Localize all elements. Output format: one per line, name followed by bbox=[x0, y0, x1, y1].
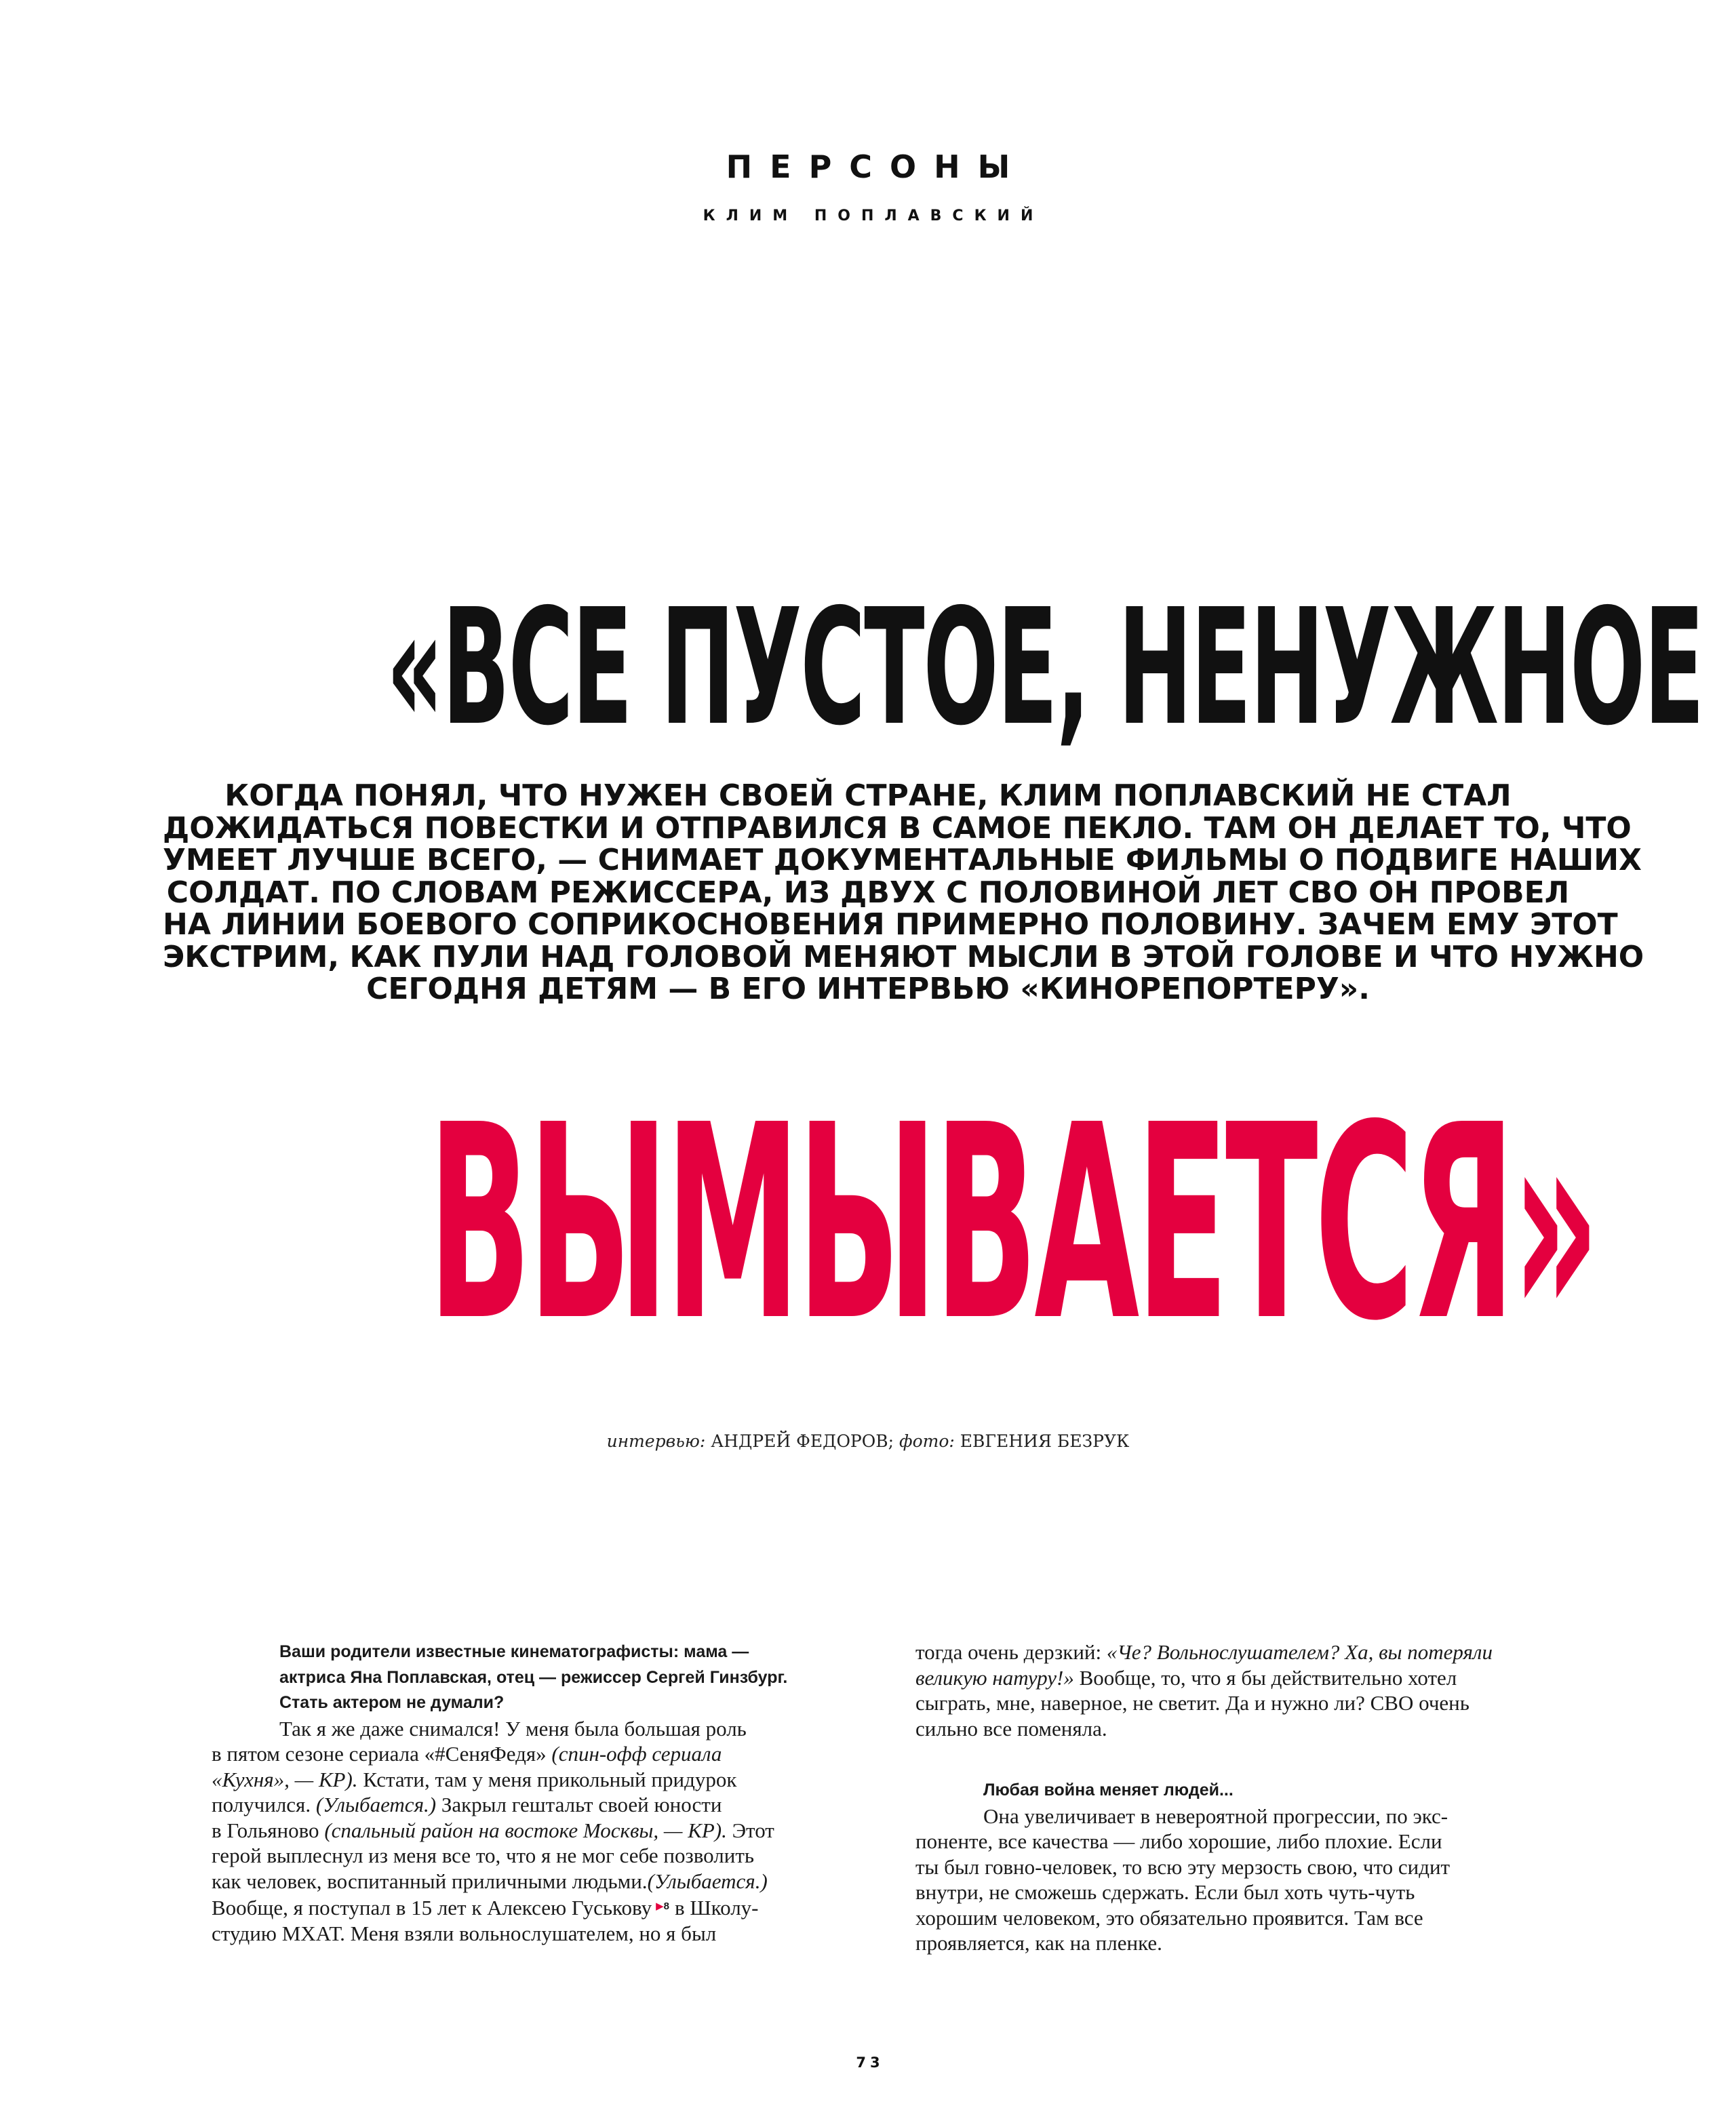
answer-line: получился. (Улыбается.) Закрыл гештальт своей юности bbox=[212, 1793, 722, 1816]
question-line: Стать актером не думали? bbox=[279, 1693, 505, 1712]
body-column-left bbox=[212, 1639, 817, 1946]
question-line: актриса Яна Поплавская, отец — режиссер Сергей Гинзбург. bbox=[279, 1667, 788, 1687]
lede bbox=[163, 778, 1644, 1006]
lede-line: СОЛДАТ. ПО СЛОВАМ РЕЖИССЕРА, ИЗ ДВУХ С ПОЛОВИНОЙ ЛЕТ СВО ОН ПРОВЕЛ bbox=[166, 875, 1570, 910]
answer-line: проявляется, как на пленке. bbox=[915, 1931, 1162, 1955]
answer-line: «Кухня», — КР). Кстати, там у меня прикольный придурок bbox=[212, 1767, 737, 1791]
lede-line: УМЕЕТ ЛУЧШЕ ВСЕГО, — СНИМАЕТ ДОКУМЕНТАЛЬНЫЕ ФИЛЬМЫ О ПОДВИГЕ НАШИХ bbox=[163, 843, 1642, 877]
lede-line: ДОЖИДАТЬСЯ ПОВЕСТКИ И ОТПРАВИЛСЯ В САМОЕ ПЕКЛО. ТАМ ОН ДЕЛАЕТ ТО, ЧТО bbox=[163, 810, 1632, 846]
paragraph-gap bbox=[915, 1741, 1521, 1778]
subject-label: КЛИМ ПОПЛАВСКИЙ bbox=[703, 207, 1044, 224]
answer-line: хорошим человеком, это обязательно проявится. Там все bbox=[915, 1905, 1423, 1930]
answer-line: Так я же даже снимался! У меня была большая роль bbox=[279, 1716, 747, 1741]
cross-reference-marker: ▶8 bbox=[656, 1901, 669, 1912]
answer-line: Она увеличивает в невероятной прогрессии, по экс- bbox=[983, 1804, 1448, 1828]
answer-line: сильно все поменяла. bbox=[915, 1716, 1107, 1741]
headline-line-2: ВЫМЫВАЕТСЯ» bbox=[428, 1068, 1596, 1380]
interview-label: интервью: bbox=[606, 1431, 706, 1451]
interview-name: АНДРЕЙ ФЕДОРОВ; bbox=[711, 1431, 894, 1451]
answer-line: в Гольяново (спальный район на востоке Москвы, — КР). Этот bbox=[212, 1818, 774, 1842]
credits bbox=[0, 1431, 1736, 1452]
photo-label: фото: bbox=[899, 1431, 955, 1451]
answer-line: как человек, воспитанный приличными людьми.(Улыбается.) bbox=[212, 1869, 768, 1893]
lede-line: НА ЛИНИИ БОЕВОГО СОПРИКОСНОВЕНИЯ ПРИМЕРНО ПОЛОВИНУ. ЗАЧЕМ ЕМУ ЭТОТ bbox=[163, 907, 1618, 942]
answer-line: внутри, не сможешь сдержать. Если был хоть чуть-чуть bbox=[915, 1880, 1415, 1904]
answer-line: поненте, все качества — либо хорошие, либо плохие. Если bbox=[915, 1829, 1442, 1853]
photo-name: ЕВГЕНИЯ БЕЗРУК bbox=[960, 1431, 1130, 1451]
lede-line: СЕГОДНЯ ДЕТЯМ — В ЕГО ИНТЕРВЬЮ «КИНОРЕПОРТЕРУ». bbox=[366, 972, 1370, 1006]
answer-line: в пятом сезоне сериала «#СеняФедя» (спин-офф сериала bbox=[212, 1742, 722, 1766]
section-label: ПЕРСОНЫ bbox=[726, 148, 1028, 185]
question-line: Ваши родители известные кинематографисты: мама — bbox=[279, 1642, 749, 1661]
page-number: 73 bbox=[856, 2054, 884, 2071]
answer-line: великую натуру!» Вообще, то, что я бы действительно хотел bbox=[915, 1665, 1457, 1690]
answer-line: герой выплеснул из меня все то, что я не мог себе позволить bbox=[212, 1844, 755, 1867]
answer-line: ты был говно-человек, то всю эту мерзость свою, что сидит bbox=[915, 1854, 1451, 1879]
lede-line: ЭКСТРИМ, КАК ПУЛИ НАД ГОЛОВОЙ МЕНЯЮТ МЫСЛИ В ЭТОЙ ГОЛОВЕ И ЧТО НУЖНО bbox=[163, 939, 1644, 974]
answer-line: студию МХАТ. Меня взяли вольнослушателем, но я был bbox=[212, 1921, 717, 1945]
answer-line: Вообще, я поступал в 15 лет к Алексею Гуськову ▶8 в Школу- bbox=[212, 1894, 817, 1921]
question-line: Любая война меняет людей... bbox=[983, 1781, 1234, 1799]
lede-line: КОГДА ПОНЯЛ, ЧТО НУЖЕН СВОЕЙ СТРАНЕ, КЛИМ ПОПЛАВСКИЙ НЕ СТАЛ bbox=[224, 778, 1512, 813]
headline-line-1: «ВСЕ ПУСТОЕ, НЕНУЖНОЕ bbox=[386, 574, 1703, 761]
answer-line: сыграть, мне, наверное, не светит. Да и нужно ли? СВО очень bbox=[915, 1691, 1469, 1715]
answer-line: тогда очень дерзкий: «Че? Вольнослушателем? Ха, вы потеряли bbox=[915, 1640, 1493, 1664]
body-column-right bbox=[915, 1639, 1521, 1956]
